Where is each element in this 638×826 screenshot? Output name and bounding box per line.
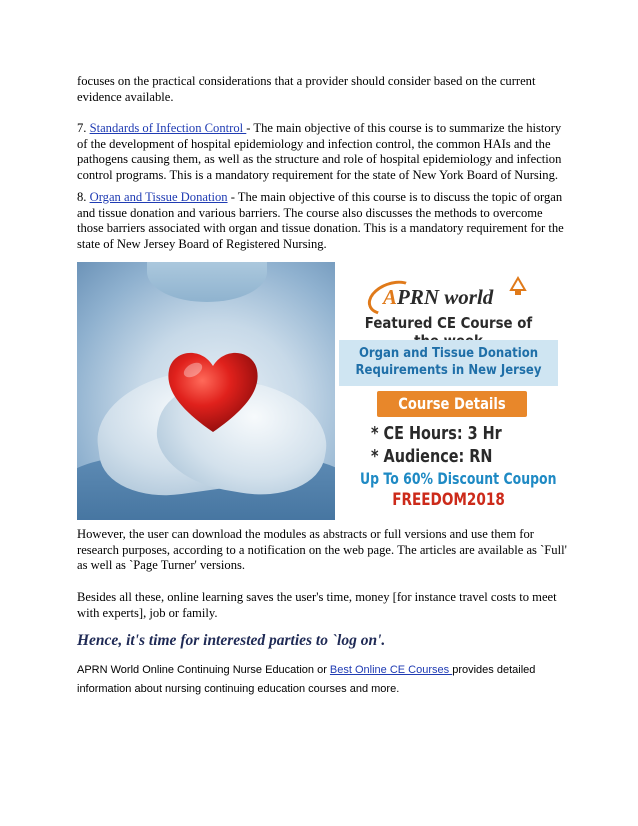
item-7-number: 7. [77, 121, 90, 135]
logo-wordmark: PRN world [397, 285, 494, 309]
item-8-number: 8. [77, 190, 90, 204]
discount-coupon-text: Up To 60% Discount Coupon [359, 469, 557, 488]
course-details-button[interactable] [377, 391, 527, 417]
red-heart-icon [163, 340, 263, 440]
course-info-panel [335, 262, 562, 520]
item-7-paragraph [77, 121, 567, 183]
course-name-line-2: Requirements in New Jersey [355, 362, 542, 378]
best-online-ce-courses-link[interactable]: Best Online CE Courses [329, 664, 453, 676]
course-name-line-1: Organ and Tissue Donation [358, 345, 539, 361]
item-7-description: - The main objective of this course is to summarize the history of the development of hospital epidemiology and infection control, the common HAIs and the pathogens causing them, as well as the structure and role of hospital epidemiology and infection control programs. This is a mandatory requirement for the state of New York Board of Nursing. [77, 121, 562, 182]
standards-of-infection-control-link[interactable]: Standards of Infection Control [89, 121, 247, 135]
heart-in-hands-photo [77, 262, 335, 520]
organ-and-tissue-donation-link[interactable]: Organ and Tissue Donation [89, 190, 228, 204]
aprn-world-logo [365, 276, 525, 312]
featured-course-title: Featured CE Course of [364, 314, 533, 332]
intro-continuation-text: focuses on the practical considerations that a provider should consider based on the current evidence available. [77, 74, 536, 104]
logo-text [383, 285, 493, 310]
logo-letter-a: A [383, 285, 398, 309]
audience-text: * Audience: RN [371, 446, 493, 467]
closing-suffix: provides detailed information about nursing continuing education courses and more. [77, 664, 536, 695]
section-heading: Hence, it's time for interested parties to `log on'. [77, 632, 386, 649]
item-8-description: - The main objective of this course is to discuss the topic of organ and tissue donation and various barriers. The course also discusses the methods to overcome those barriers associated with organ and tissue donation. This is a mandatory requirement for the state of New Jersey Board of Registered Nursing. [77, 190, 564, 251]
item-8-paragraph [77, 190, 567, 252]
download-paragraph: However, the user can download the modules as abstracts or full versions and use them for research purposes, according to a notification on the web page. The articles are available as `Full' as well as `Page Turner' versions. [77, 527, 567, 573]
closing-paragraph [77, 661, 572, 699]
featured-course-banner[interactable] [77, 262, 562, 520]
closing-prefix: APRN World Online Continuing Nurse Education or [77, 664, 330, 676]
surgical-mask-shape [147, 262, 267, 302]
nurse-cap-icon [509, 276, 527, 296]
course-name-box [339, 340, 558, 386]
ce-hours-text: * CE Hours: 3 Hr [371, 423, 502, 444]
course-details-label: Course Details [398, 394, 506, 413]
besides-paragraph: Besides all these, online learning saves the user's time, money [for instance travel costs to meet with experts], job or family. [77, 590, 557, 620]
coupon-code: FREEDOM2018 [392, 490, 505, 510]
